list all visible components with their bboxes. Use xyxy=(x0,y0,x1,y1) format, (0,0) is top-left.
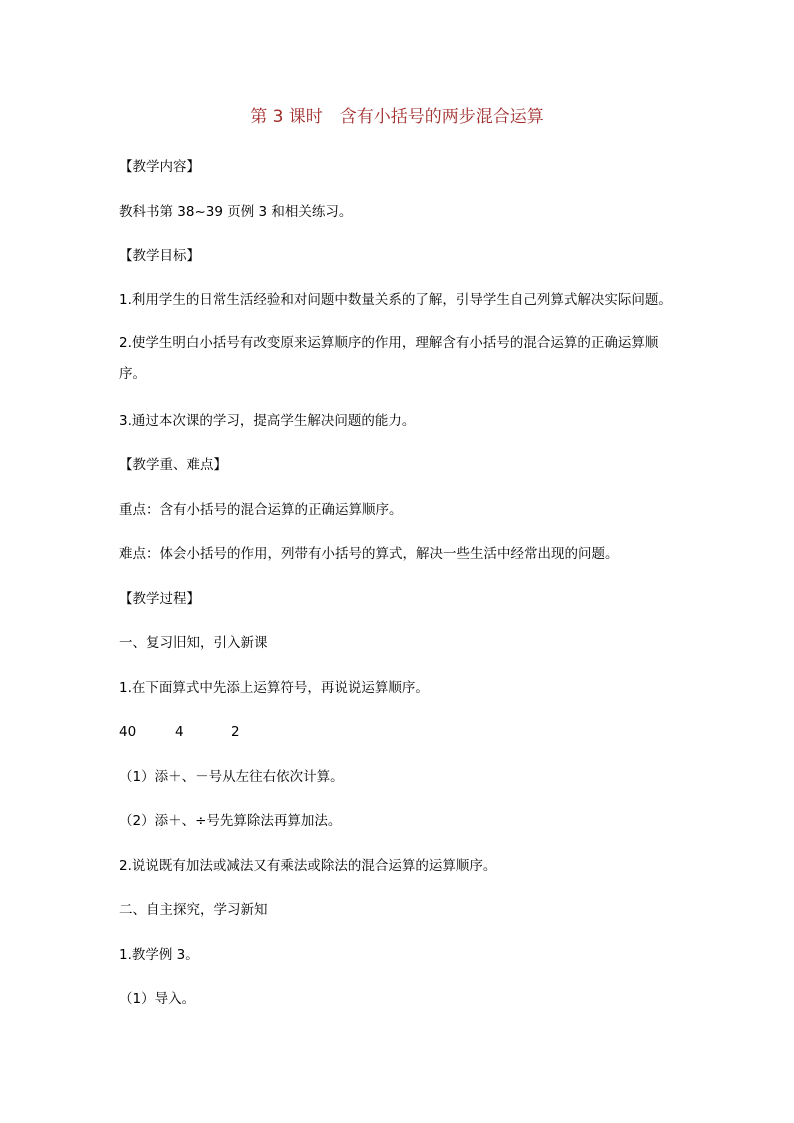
part-2-heading: 二、自主探究，学习新知 xyxy=(119,902,268,918)
number-2: 4 xyxy=(175,724,184,740)
number-1: 40 xyxy=(119,724,137,740)
goal-3: 3.通过本次课的学习，提高学生解决问题的能力。 xyxy=(119,413,416,429)
keypoints-heading: 【教学重、难点】 xyxy=(119,457,227,473)
process-heading: 【教学过程】 xyxy=(119,591,200,607)
content-text: 教科书第 38~39 页例 3 和相关练习。 xyxy=(119,204,353,220)
sub-intro: （1）导入。 xyxy=(119,991,196,1007)
page-title: 第 3 课时 含有小括号的两步混合运算 xyxy=(250,107,544,127)
sub-2: （2）添＋、÷号先算除法再算加法。 xyxy=(119,813,342,829)
goal-1: 1.利用学生的日常生活经验和对问题中数量关系的了解，引导学生自己列算式解决实际问题。 xyxy=(119,292,672,308)
step-1: 1.在下面算式中先添上运算符号，再说说运算顺序。 xyxy=(119,680,429,696)
goal-2: 2.使学生明白小括号有改变原来运算顺序的作用，理解含有小括号的混合运算的正确运算顺序。 xyxy=(119,335,659,382)
step-2: 2.说说既有加法或减法又有乘法或除法的混合运算的运算顺序。 xyxy=(119,858,497,874)
number-row xyxy=(119,723,319,741)
part-1-heading: 一、复习旧知，引入新课 xyxy=(119,635,268,651)
keypoint: 重点：含有小括号的混合运算的正确运算顺序。 xyxy=(119,502,403,518)
content-heading: 【教学内容】 xyxy=(119,159,200,175)
sub-1: （1）添＋、－号从左往右依次计算。 xyxy=(119,769,344,785)
difficulty: 难点：体会小括号的作用，列带有小括号的算式，解决一些生活中经常出现的问题。 xyxy=(119,546,619,562)
goals-heading: 【教学目标】 xyxy=(119,248,200,264)
number-3: 2 xyxy=(231,724,240,740)
example: 1.教学例 3。 xyxy=(119,947,199,963)
